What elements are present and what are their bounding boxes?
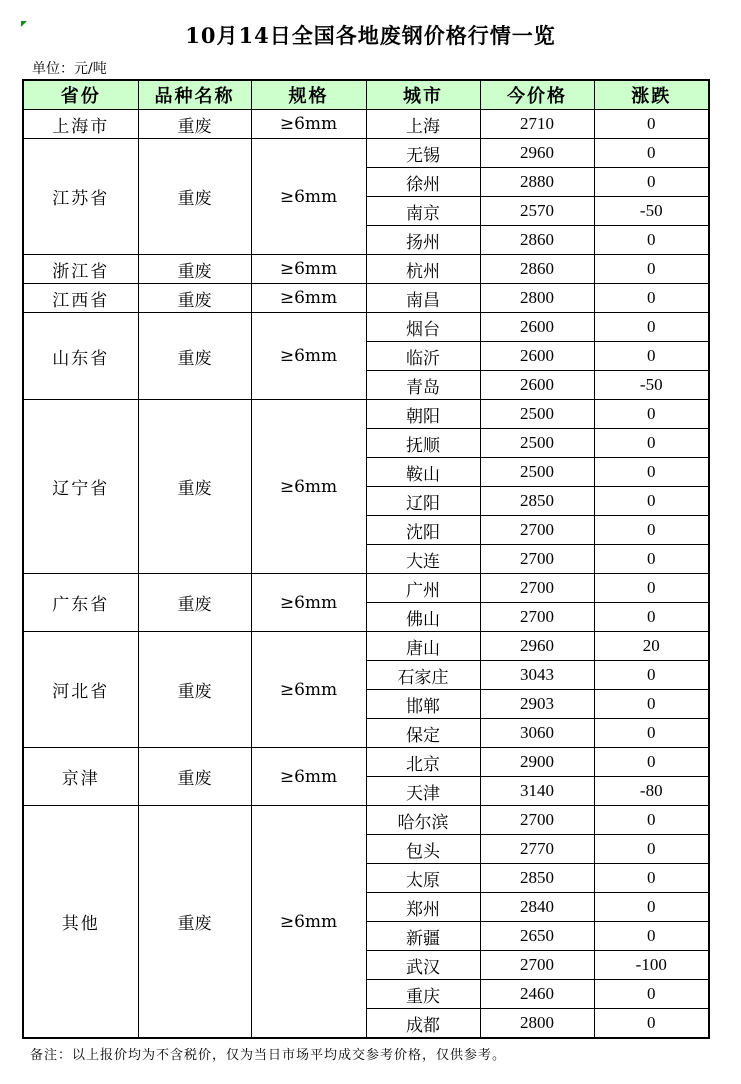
change-cell: 0 — [594, 574, 709, 603]
change-cell: 0 — [594, 980, 709, 1009]
province-cell: 浙江省 — [23, 255, 138, 284]
header-price: 今价格 — [480, 80, 594, 110]
kind-cell: 重废 — [138, 284, 251, 313]
city-cell: 辽阳 — [366, 487, 480, 516]
change-cell: 0 — [594, 429, 709, 458]
table-row — [23, 313, 709, 342]
city-cell: 杭州 — [366, 255, 480, 284]
header-row — [23, 80, 709, 110]
city-cell: 邯郸 — [366, 690, 480, 719]
city-cell: 扬州 — [366, 226, 480, 255]
kind-cell: 重废 — [138, 110, 251, 139]
change-cell: 0 — [594, 719, 709, 748]
price-cell: 2600 — [480, 342, 594, 371]
price-cell: 2700 — [480, 603, 594, 632]
change-cell: 0 — [594, 922, 709, 951]
footnote: 备注：以上报价均为不含税价，仅为当日市场平均成交参考价格，仅供参考。 — [30, 1048, 507, 1063]
table-row — [23, 255, 709, 284]
kind-cell: 重废 — [138, 313, 251, 400]
price-cell: 2700 — [480, 516, 594, 545]
page-title: 10月14日全国各地废钢价格行情一览 — [185, 23, 556, 48]
table-row — [23, 748, 709, 777]
city-cell: 哈尔滨 — [366, 806, 480, 835]
city-cell: 朝阳 — [366, 400, 480, 429]
price-cell: 2500 — [480, 400, 594, 429]
city-cell: 沈阳 — [366, 516, 480, 545]
spec-cell: ≥6mm — [251, 806, 366, 1039]
change-cell: -50 — [594, 197, 709, 226]
city-cell: 郑州 — [366, 893, 480, 922]
city-cell: 青岛 — [366, 371, 480, 400]
city-cell: 大连 — [366, 545, 480, 574]
city-cell: 重庆 — [366, 980, 480, 1009]
change-cell: 0 — [594, 864, 709, 893]
price-cell: 3060 — [480, 719, 594, 748]
spec-cell: ≥6mm — [251, 139, 366, 255]
table-body — [23, 110, 709, 1039]
table-row — [23, 632, 709, 661]
province-cell: 河北省 — [23, 632, 138, 748]
province-cell: 其他 — [23, 806, 138, 1039]
change-cell: 0 — [594, 342, 709, 371]
price-cell: 2500 — [480, 429, 594, 458]
city-cell: 抚顺 — [366, 429, 480, 458]
price-table — [22, 79, 710, 1039]
province-cell: 山东省 — [23, 313, 138, 400]
city-cell: 天津 — [366, 777, 480, 806]
spec-cell: ≥6mm — [251, 110, 366, 139]
change-cell: 0 — [594, 690, 709, 719]
city-cell: 南昌 — [366, 284, 480, 313]
kind-cell: 重废 — [138, 400, 251, 574]
city-cell: 唐山 — [366, 632, 480, 661]
change-cell: 0 — [594, 487, 709, 516]
header-province: 省份 — [23, 80, 138, 110]
city-cell: 鞍山 — [366, 458, 480, 487]
header-change: 涨跌 — [594, 80, 709, 110]
spec-cell: ≥6mm — [251, 284, 366, 313]
spec-cell: ≥6mm — [251, 748, 366, 806]
city-cell: 太原 — [366, 864, 480, 893]
price-cell: 2903 — [480, 690, 594, 719]
price-cell: 2800 — [480, 284, 594, 313]
change-cell: 0 — [594, 835, 709, 864]
change-cell: 20 — [594, 632, 709, 661]
change-cell: 0 — [594, 458, 709, 487]
city-cell: 佛山 — [366, 603, 480, 632]
change-cell: -50 — [594, 371, 709, 400]
table-row — [23, 284, 709, 313]
change-cell: 0 — [594, 168, 709, 197]
price-cell: 2700 — [480, 951, 594, 980]
header-kind: 品种名称 — [138, 80, 251, 110]
price-cell: 2860 — [480, 226, 594, 255]
price-cell: 2570 — [480, 197, 594, 226]
unit-label: 单位：元/吨 — [32, 61, 107, 77]
change-cell: 0 — [594, 516, 709, 545]
price-cell: 2700 — [480, 545, 594, 574]
city-cell: 烟台 — [366, 313, 480, 342]
price-cell: 2600 — [480, 371, 594, 400]
price-cell: 2900 — [480, 748, 594, 777]
kind-cell: 重废 — [138, 574, 251, 632]
spec-cell: ≥6mm — [251, 632, 366, 748]
change-cell: 0 — [594, 255, 709, 284]
kind-cell: 重废 — [138, 255, 251, 284]
city-cell: 包头 — [366, 835, 480, 864]
price-cell: 2710 — [480, 110, 594, 139]
spec-cell: ≥6mm — [251, 400, 366, 574]
change-cell: 0 — [594, 226, 709, 255]
table-row — [23, 574, 709, 603]
price-cell: 2600 — [480, 313, 594, 342]
province-cell: 京津 — [23, 748, 138, 806]
kind-cell: 重废 — [138, 806, 251, 1039]
price-cell: 3043 — [480, 661, 594, 690]
price-cell: 2700 — [480, 574, 594, 603]
price-cell: 2700 — [480, 806, 594, 835]
city-cell: 临沂 — [366, 342, 480, 371]
change-cell: 0 — [594, 400, 709, 429]
change-cell: 0 — [594, 603, 709, 632]
spec-cell: ≥6mm — [251, 255, 366, 284]
change-cell: 0 — [594, 313, 709, 342]
price-cell: 3140 — [480, 777, 594, 806]
price-cell: 2860 — [480, 255, 594, 284]
province-cell: 辽宁省 — [23, 400, 138, 574]
price-cell: 2880 — [480, 168, 594, 197]
change-cell: 0 — [594, 893, 709, 922]
price-cell: 2770 — [480, 835, 594, 864]
table-row — [23, 139, 709, 168]
change-cell: -80 — [594, 777, 709, 806]
change-cell: 0 — [594, 545, 709, 574]
price-cell: 2500 — [480, 458, 594, 487]
price-cell: 2840 — [480, 893, 594, 922]
kind-cell: 重废 — [138, 748, 251, 806]
spec-cell: ≥6mm — [251, 313, 366, 400]
city-cell: 南京 — [366, 197, 480, 226]
change-cell: 0 — [594, 110, 709, 139]
city-cell: 上海 — [366, 110, 480, 139]
province-cell: 上海市 — [23, 110, 138, 139]
city-cell: 新疆 — [366, 922, 480, 951]
province-cell: 江苏省 — [23, 139, 138, 255]
change-cell: 0 — [594, 806, 709, 835]
price-cell: 2800 — [480, 1009, 594, 1039]
city-cell: 石家庄 — [366, 661, 480, 690]
city-cell: 保定 — [366, 719, 480, 748]
city-cell: 徐州 — [366, 168, 480, 197]
price-cell: 2850 — [480, 487, 594, 516]
table-row — [23, 806, 709, 835]
table-row — [23, 400, 709, 429]
city-cell: 武汉 — [366, 951, 480, 980]
header-spec: 规格 — [251, 80, 366, 110]
spec-cell: ≥6mm — [251, 574, 366, 632]
change-cell: 0 — [594, 661, 709, 690]
city-cell: 成都 — [366, 1009, 480, 1039]
change-cell: 0 — [594, 284, 709, 313]
price-cell: 2460 — [480, 980, 594, 1009]
price-cell: 2960 — [480, 632, 594, 661]
kind-cell: 重废 — [138, 139, 251, 255]
header-city: 城市 — [366, 80, 480, 110]
city-cell: 无锡 — [366, 139, 480, 168]
price-cell: 2850 — [480, 864, 594, 893]
price-cell: 2650 — [480, 922, 594, 951]
province-cell: 江西省 — [23, 284, 138, 313]
province-cell: 广东省 — [23, 574, 138, 632]
change-cell: 0 — [594, 139, 709, 168]
price-cell: 2960 — [480, 139, 594, 168]
change-cell: 0 — [594, 748, 709, 777]
city-cell: 北京 — [366, 748, 480, 777]
change-cell: 0 — [594, 1009, 709, 1039]
city-cell: 广州 — [366, 574, 480, 603]
kind-cell: 重废 — [138, 632, 251, 748]
change-cell: -100 — [594, 951, 709, 980]
table-row — [23, 110, 709, 139]
